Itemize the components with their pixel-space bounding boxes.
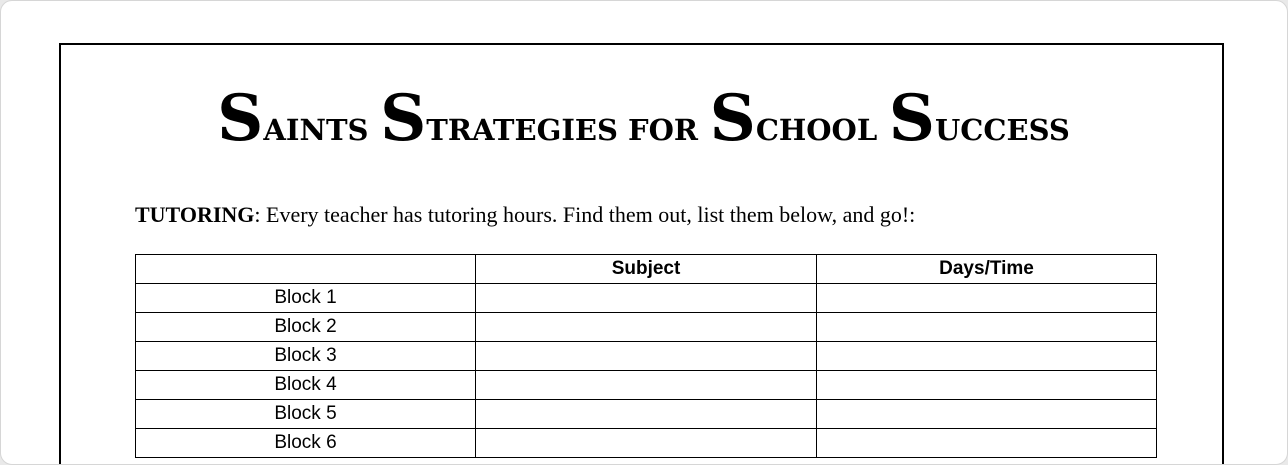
title-rest: UCCESS [935,113,1070,147]
table-row [136,284,1157,313]
title-initial: S [217,81,264,156]
days-time-cell[interactable] [817,371,1157,400]
days-time-cell[interactable] [817,313,1157,342]
title-initial: S [888,81,936,156]
block-label: Block 2 [136,313,476,342]
table-row [136,400,1157,429]
page-title [61,81,1226,156]
tutoring-text: : Every teacher has tutoring hours. Find them out, list them below, and go!: [254,202,916,227]
subject-cell[interactable] [476,400,817,429]
subject-cell[interactable] [476,342,817,371]
block-label: Block 1 [136,284,476,313]
subject-cell[interactable] [476,313,817,342]
table-row [136,429,1157,458]
subject-cell[interactable] [476,429,817,458]
title-word [217,81,369,156]
block-label: Block 4 [136,371,476,400]
title-word [380,81,699,156]
days-time-cell[interactable] [817,429,1157,458]
tutoring-table [135,254,1157,458]
table-header-row [136,255,1157,284]
title-initial: S [380,81,427,156]
table-row [136,313,1157,342]
subject-cell[interactable] [476,371,817,400]
block-label: Block 6 [136,429,476,458]
header-subject: Subject [476,255,817,284]
days-time-cell[interactable] [817,342,1157,371]
tutoring-instructions [135,202,915,228]
page-border [59,43,1224,465]
block-label: Block 5 [136,400,476,429]
title-initial: S [709,81,756,156]
table-row [136,342,1157,371]
subject-cell[interactable] [476,284,817,313]
title-rest: AINTS [263,113,369,147]
title-word [888,81,1070,156]
table-row [136,371,1157,400]
days-time-cell[interactable] [817,284,1157,313]
title-rest: TRATEGIES FOR [426,113,699,147]
title-rest: CHOOL [755,113,878,147]
days-time-cell[interactable] [817,400,1157,429]
title-word [709,81,878,156]
block-label: Block 3 [136,342,476,371]
tutoring-label: TUTORING [135,202,255,227]
header-block [136,255,476,284]
header-days-time: Days/Time [817,255,1157,284]
